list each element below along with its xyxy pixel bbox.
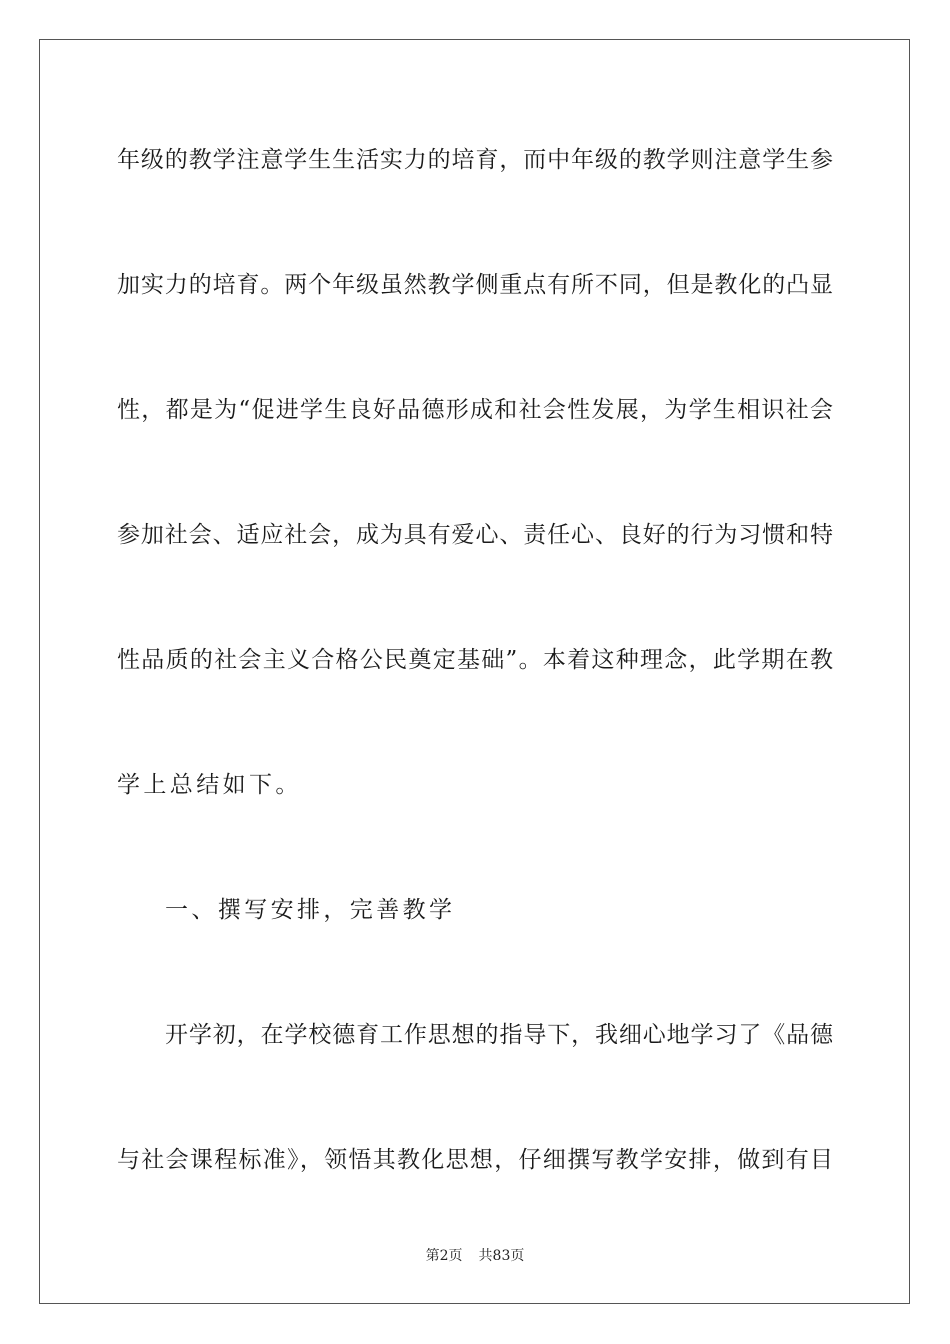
text-line: 性，都是为“促进学生良好品德形成和社会性发展，为学生相识社会 <box>117 397 833 423</box>
page-footer <box>0 1247 950 1265</box>
section-heading: 一、撰写安排，完善教学 <box>165 897 456 923</box>
text-line: 性品质的社会主义合格公民奠定基础”。本着这种理念，此学期在教 <box>117 647 833 673</box>
text-line: 参加社会、适应社会，成为具有爱心、责任心、良好的行为习惯和特 <box>117 522 833 548</box>
text-line: 加实力的培育。两个年级虽然教学侧重点有所不同，但是教化的凸显 <box>117 272 833 298</box>
current-page-label: 第2页 <box>425 1248 463 1264</box>
text-line: 与社会课程标准》，领悟其教化思想，仔细撰写教学安排，做到有目 <box>117 1147 833 1173</box>
text-line: 学上总结如下。 <box>117 772 302 798</box>
text-line: 开学初，在学校德育工作思想的指导下，我细心地学习了《品德 <box>165 1022 833 1048</box>
total-pages-label: 共83页 <box>478 1248 525 1264</box>
text-line: 年级的教学注意学生生活实力的培育，而中年级的教学则注意学生参 <box>117 147 833 173</box>
